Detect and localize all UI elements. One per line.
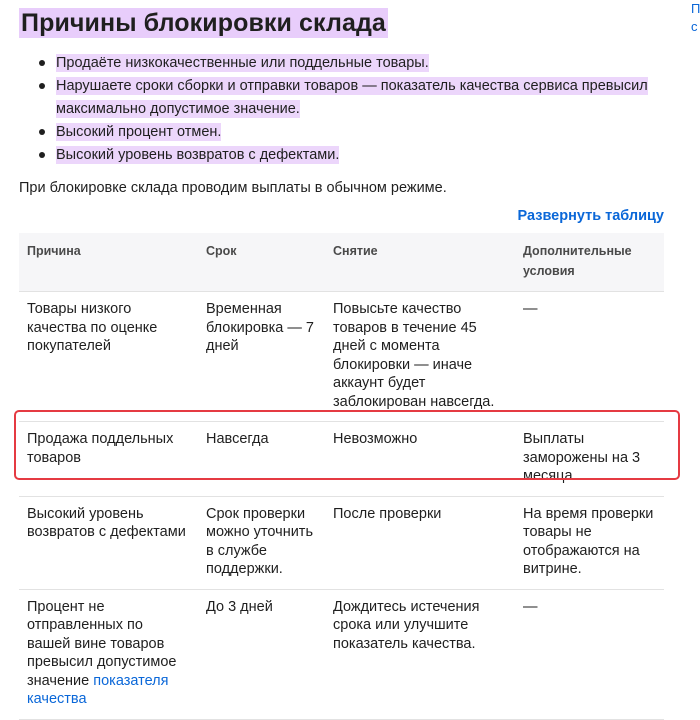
table-row [19,589,664,719]
block-reasons-table [19,233,664,720]
reason-text: Процент не отправленных по вашей вине товаров превысил допустимое значение [27,598,177,689]
table-header-row [19,233,664,292]
column-header-removal: Снятие [325,233,515,292]
cell-extra: Выплаты заморожены на 3 месяца [515,422,664,497]
cell-reason: Высокий уровень возвратов с дефектами [19,496,198,589]
cell-removal: Дождитесь истечения срока или улучшите показатель качества. [325,589,515,719]
highlighted-text: Высокий уровень возвратов с дефектами. [56,147,340,163]
cell-removal: Невозможно [325,422,515,497]
cell-extra: На время проверки товары не отображаются на витрине. [515,496,664,589]
column-header-reason: Причина [19,233,198,292]
cell-term: Навсегда [198,422,325,497]
payout-note: При блокировке склада проводим выплаты в обычном режиме. [19,180,447,196]
cell-reason: Продажа поддельных товаров [19,422,198,497]
highlighted-text: Продаёте низкокачественные или поддельные товары. [56,55,429,71]
quality-indicator-link[interactable]: показателя качества [27,672,169,707]
cell-reason: Товары низкого качества по оценке покупателей [19,292,198,422]
table-row [19,422,664,497]
cell-term: Временная блокировка — 7 дней [198,292,325,422]
list-item [39,75,669,121]
cropped-link-line-1[interactable]: П [691,1,700,16]
list-item [39,144,669,167]
list-item [39,121,669,144]
cell-extra: — [515,292,664,422]
highlighted-text: Высокий процент отмен. [56,124,222,140]
cell-term: До 3 дней [198,589,325,719]
cropped-side-link[interactable] [691,0,700,36]
table-row [19,496,664,589]
expand-table-link[interactable]: Развернуть таблицу [517,208,664,224]
cell-term: Срок проверки можно уточнить в службе поддержки. [198,496,325,589]
column-header-extra: Дополнительные условия [515,233,664,292]
cell-reason [19,589,198,719]
page-title: Причины блокировки склада [21,9,386,37]
highlighted-text: Нарушаете сроки сборки и отправки товаров — показатель качества сервиса превысил максимально допустимое значение. [56,78,648,117]
table-row [19,292,664,422]
column-header-term: Срок [198,233,325,292]
cell-removal: Повысьте качество товаров в течение 45 дней с момента блокировки — иначе аккаунт будет заблокирован навсегда. [325,292,515,422]
cell-removal: После проверки [325,496,515,589]
block-reasons-list [39,52,669,167]
list-item [39,52,669,75]
cropped-link-line-2[interactable]: с [691,19,698,34]
cell-extra: — [515,589,664,719]
